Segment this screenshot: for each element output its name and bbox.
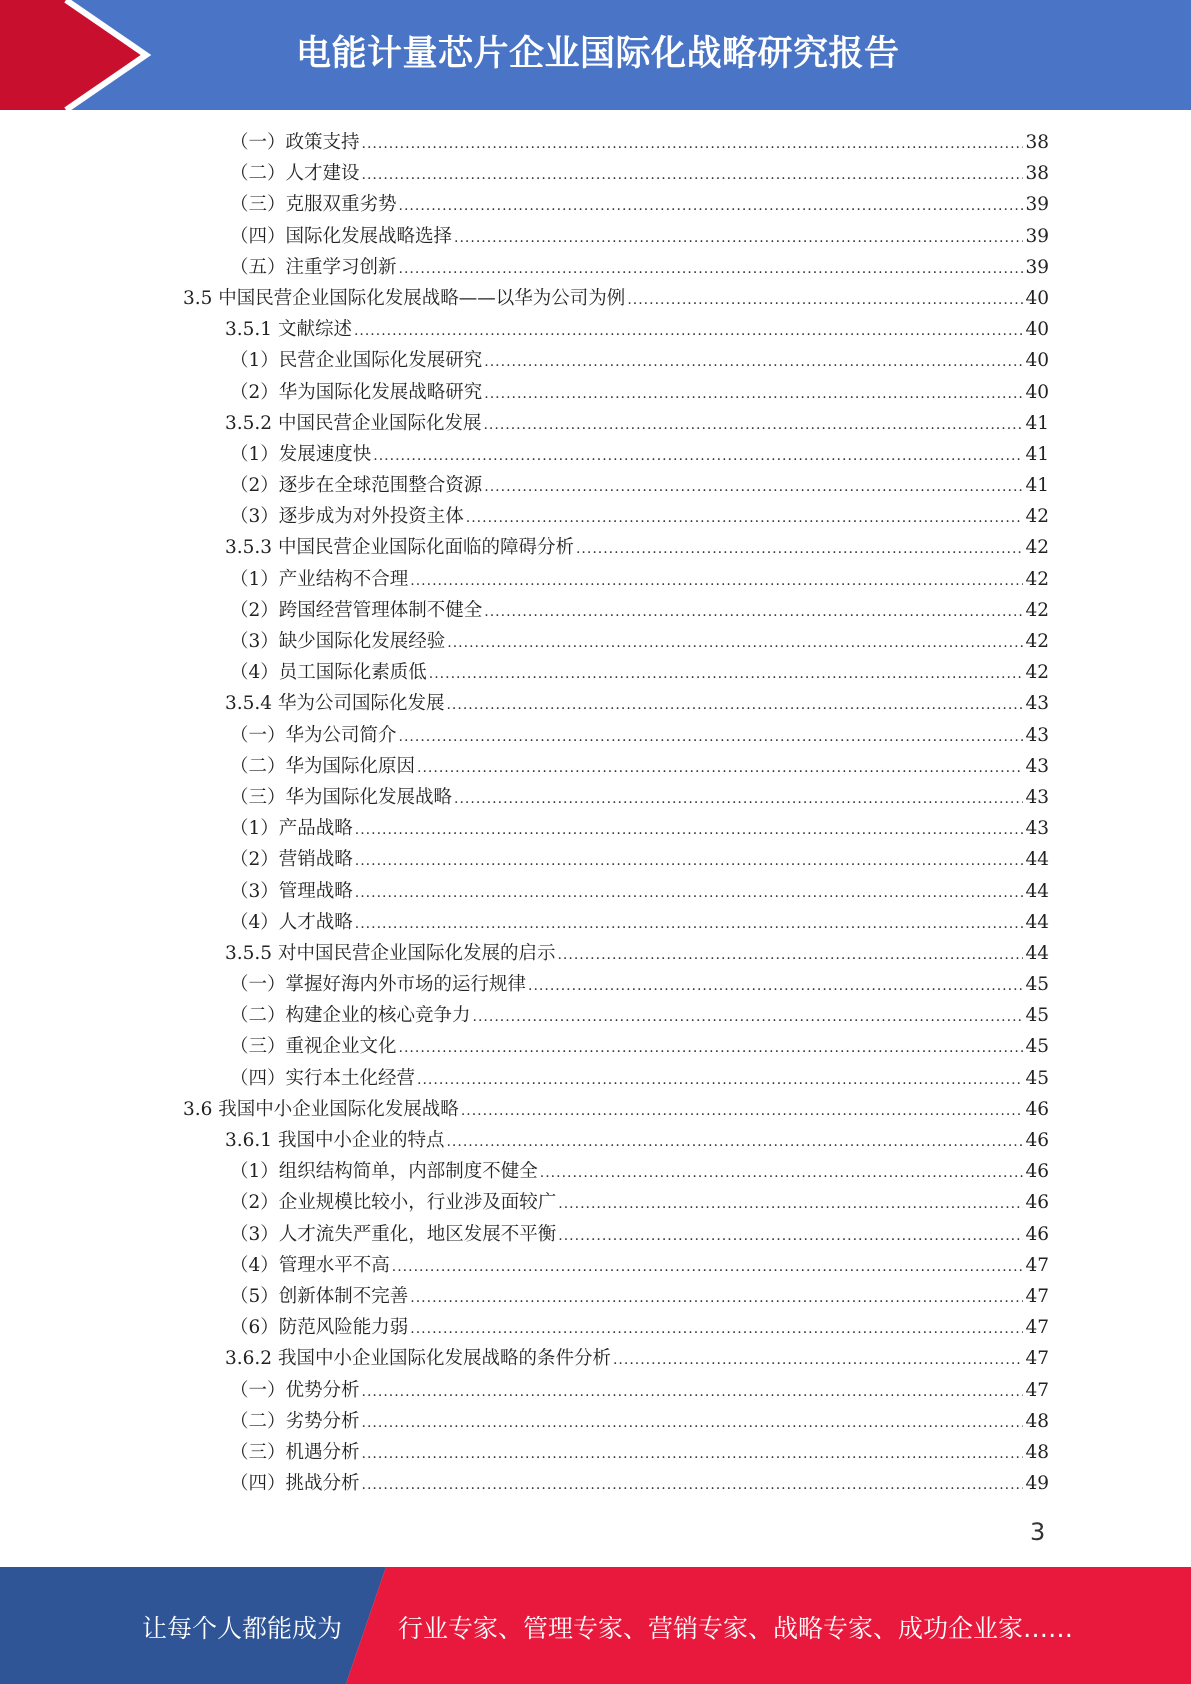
toc-entry[interactable] (225, 1343, 1049, 1374)
toc-entry-page: 43 (1025, 755, 1049, 777)
toc-entry-page: 44 (1025, 849, 1049, 871)
toc-dot-leader (627, 285, 1023, 316)
toc-dot-leader (417, 1065, 1023, 1096)
toc-entry-page: 40 (1025, 350, 1049, 372)
toc-dot-leader (484, 472, 1023, 503)
toc-dot-leader (613, 1345, 1023, 1376)
toc-entry-title: （2）营销战略 (230, 849, 353, 871)
toc-entry-title: （五）注重学习创新 (230, 256, 397, 278)
toc-entry-title: （4）员工国际化素质低 (230, 662, 427, 684)
toc-dot-leader (454, 784, 1023, 815)
toc-entry-title: 3.5.4 华为公司国际化发展 (225, 693, 445, 715)
toc-dot-leader (484, 379, 1023, 410)
toc-entry-title: 3.5.1 文献综述 (225, 319, 352, 341)
toc-entry-title: 3.6.2 我国中小企业国际化发展战略的条件分析 (225, 1348, 611, 1370)
toc-entry-title: （1）民营企业国际化发展研究 (230, 350, 483, 372)
toc-entry-title: （三）机遇分析 (230, 1441, 360, 1463)
toc-entry-page: 46 (1025, 1192, 1049, 1214)
toc-dot-leader (362, 129, 1024, 160)
toc-entry-page: 43 (1025, 786, 1049, 808)
toc-dot-leader (473, 1002, 1024, 1033)
toc-dot-leader (355, 846, 1024, 877)
toc-entry[interactable] (230, 1406, 1049, 1437)
toc-dot-leader (576, 534, 1023, 565)
toc-entry[interactable] (230, 345, 1049, 376)
toc-entry[interactable] (230, 1187, 1049, 1218)
toc-entry-page: 42 (1025, 631, 1049, 652)
toc-entry[interactable] (230, 1031, 1049, 1062)
toc-entry[interactable] (230, 657, 1049, 688)
toc-entry[interactable] (230, 907, 1049, 938)
toc-entry-title: 3.6.1 我国中小企业的特点 (225, 1130, 445, 1151)
toc-entry-title: （四）挑战分析 (230, 1473, 360, 1495)
toc-dot-leader (484, 597, 1023, 628)
toc-entry-title: 3.5 中国民营企业国际化发展战略——以华为公司为例 (183, 287, 626, 309)
toc-entry-title: （1）组织结构简单，内部制度不健全 (230, 1161, 538, 1183)
toc-dot-leader (429, 659, 1024, 690)
toc-entry-page: 45 (1025, 1036, 1049, 1058)
toc-entry[interactable] (183, 1094, 1049, 1125)
toc-dot-leader (392, 1252, 1024, 1283)
red-chevron-icon (0, 0, 160, 110)
toc-entry[interactable] (230, 813, 1049, 844)
toc-entry-title: （二）劣势分析 (230, 1410, 360, 1432)
toc-entry-page: 42 (1025, 662, 1049, 684)
toc-dot-leader (362, 1377, 1024, 1408)
toc-entry[interactable] (230, 1468, 1049, 1499)
toc-dot-leader (373, 441, 1023, 472)
report-title: 电能计量芯片企业国际化战略研究报告 (296, 34, 900, 74)
toc-dot-leader (558, 1189, 1023, 1220)
toc-entry[interactable] (230, 1312, 1049, 1343)
toc-dot-leader (466, 503, 1024, 534)
toc-entry[interactable] (230, 720, 1049, 751)
toc-entry-title: （1）发展速度快 (230, 443, 372, 465)
toc-entry-title: （3）管理战略 (230, 880, 353, 902)
toc-dot-leader (461, 1096, 1024, 1127)
toc-entry-page: 40 (1025, 381, 1049, 403)
toc-entry[interactable] (230, 876, 1049, 907)
toc-entry-page: 42 (1025, 568, 1049, 590)
toc-entry-page: 47 (1025, 1379, 1049, 1401)
toc-dot-leader (362, 1470, 1024, 1501)
toc-dot-leader (557, 940, 1023, 971)
toc-entry[interactable] (230, 189, 1049, 220)
toc-entry-page: 46 (1025, 1223, 1049, 1245)
toc-entry-page: 40 (1025, 319, 1049, 341)
toc-dot-leader (355, 909, 1024, 940)
toc-dot-leader (540, 1158, 1024, 1189)
toc-dot-leader (447, 628, 1023, 659)
toc-entry-title: 3.6 我国中小企业国际化发展战略 (183, 1098, 459, 1120)
toc-dot-leader (354, 316, 1024, 347)
toc-entry-page: 49 (1025, 1473, 1049, 1495)
toc-entry-page: 39 (1025, 256, 1049, 278)
toc-entry-title: （三）重视企业文化 (230, 1036, 397, 1058)
toc-entry-title: （4）管理水平不高 (230, 1254, 390, 1276)
toc-entry[interactable] (225, 408, 1049, 439)
toc-entry[interactable] (230, 221, 1049, 252)
toc-entry-title: （三）克服双重劣势 (230, 194, 397, 216)
toc-entry-page: 47 (1025, 1348, 1049, 1370)
toc-entry-title: （一）掌握好海内外市场的运行规律 (230, 974, 527, 996)
toc-entry-page: 44 (1025, 880, 1049, 902)
toc-entry-page: 38 (1025, 132, 1049, 153)
toc-entry-page: 43 (1025, 818, 1049, 840)
toc-entry-page: 44 (1025, 942, 1049, 964)
toc-entry-title: （2）企业规模比较小，行业涉及面较广 (230, 1192, 557, 1214)
toc-entry-title: （5）创新体制不完善 (230, 1285, 409, 1307)
toc-entry-page: 46 (1025, 1098, 1049, 1120)
toc-entry-page: 40 (1025, 287, 1049, 309)
toc-dot-leader (446, 1127, 1023, 1158)
toc-dot-leader (558, 1221, 1023, 1252)
toc-entry[interactable] (225, 688, 1049, 719)
toc-dot-leader (362, 1408, 1024, 1439)
report-footer (0, 1567, 1191, 1684)
toc-dot-leader (410, 1314, 1023, 1345)
toc-entry[interactable] (230, 844, 1049, 875)
toc-entry-title: （二）人才建设 (230, 163, 360, 185)
toc-entry-page: 47 (1025, 1317, 1049, 1339)
toc-dot-leader (483, 410, 1023, 441)
toc-entry-title: （二）华为国际化原因 (230, 755, 416, 777)
toc-entry-page: 39 (1025, 225, 1049, 247)
toc-dot-leader (355, 815, 1024, 846)
table-of-contents (0, 127, 1191, 1499)
toc-entry-page: 47 (1025, 1254, 1049, 1276)
report-header (0, 0, 1191, 110)
toc-entry-page: 43 (1025, 724, 1049, 746)
toc-entry-title: （2）跨国经营管理体制不健全 (230, 599, 483, 621)
toc-entry[interactable] (230, 127, 1049, 158)
toc-entry[interactable] (183, 283, 1049, 314)
toc-entry-title: （四）国际化发展战略选择 (230, 225, 453, 247)
toc-entry-page: 42 (1025, 537, 1049, 559)
toc-entry-title: （四）实行本土化经营 (230, 1067, 416, 1089)
toc-entry-page: 48 (1025, 1441, 1049, 1463)
toc-dot-leader (399, 254, 1024, 285)
toc-entry-title: （2）华为国际化发展战略研究 (230, 381, 483, 403)
toc-entry-title: 3.5.2 中国民营企业国际化发展 (225, 412, 482, 434)
toc-dot-leader (528, 971, 1023, 1002)
toc-entry-page: 38 (1025, 163, 1049, 185)
toc-entry-page: 42 (1025, 506, 1049, 528)
toc-entry[interactable] (230, 252, 1049, 283)
toc-entry-page: 39 (1025, 194, 1049, 216)
toc-dot-leader (362, 160, 1024, 191)
toc-entry-title: （一）政策支持 (230, 132, 360, 153)
toc-entry-title: （1）产业结构不合理 (230, 568, 409, 590)
toc-entry[interactable] (230, 969, 1049, 1000)
toc-entry-title: （3）人才流失严重化，地区发展不平衡 (230, 1223, 557, 1245)
toc-entry-title: （1）产品战略 (230, 818, 353, 840)
toc-entry-page: 41 (1025, 412, 1049, 434)
toc-dot-leader (454, 223, 1023, 254)
toc-entry-title: 3.5.3 中国民营企业国际化面临的障碍分析 (225, 537, 574, 559)
toc-dot-leader (355, 878, 1024, 909)
footer-slogan-right: 行业专家、管理专家、营销专家、战略专家、成功企业家…… (398, 1614, 1074, 1643)
toc-entry[interactable] (230, 1000, 1049, 1031)
toc-entry[interactable] (225, 1125, 1049, 1156)
toc-entry-page: 45 (1025, 1067, 1049, 1089)
toc-entry[interactable] (230, 1219, 1049, 1250)
toc-entry-page: 48 (1025, 1410, 1049, 1432)
toc-entry-title: （6）防范风险能力弱 (230, 1317, 409, 1339)
toc-dot-leader (399, 191, 1024, 222)
toc-entry[interactable] (230, 1437, 1049, 1468)
toc-entry[interactable] (230, 782, 1049, 813)
toc-entry-page: 46 (1025, 1161, 1049, 1183)
toc-entry-page: 41 (1025, 443, 1049, 465)
toc-entry[interactable] (230, 626, 1049, 657)
toc-entry[interactable] (225, 532, 1049, 563)
toc-entry-page: 45 (1025, 1005, 1049, 1027)
toc-entry-page: 45 (1025, 974, 1049, 996)
toc-entry-title: （一）优势分析 (230, 1379, 360, 1401)
toc-entry[interactable] (230, 1281, 1049, 1312)
toc-entry[interactable] (230, 751, 1049, 782)
toc-entry[interactable] (230, 564, 1049, 595)
toc-entry[interactable] (230, 501, 1049, 532)
toc-entry-page: 44 (1025, 911, 1049, 933)
page-number: 3 (1030, 1518, 1046, 1546)
toc-entry[interactable] (225, 314, 1049, 345)
toc-entry[interactable] (230, 1250, 1049, 1281)
toc-dot-leader (410, 566, 1023, 597)
toc-dot-leader (410, 1283, 1023, 1314)
toc-entry-title: （二）构建企业的核心竞争力 (230, 1005, 471, 1027)
toc-entry[interactable] (230, 1156, 1049, 1187)
toc-entry[interactable] (230, 595, 1049, 626)
toc-dot-leader (484, 347, 1023, 378)
toc-entry[interactable] (230, 439, 1049, 470)
toc-entry-page: 41 (1025, 475, 1049, 497)
toc-entry[interactable] (230, 470, 1049, 501)
toc-entry[interactable] (230, 1063, 1049, 1094)
toc-entry-title: 3.5.5 对中国民营企业国际化发展的启示 (225, 942, 556, 964)
toc-entry-page: 42 (1025, 599, 1049, 621)
toc-entry-title: （3）缺少国际化发展经验 (230, 631, 446, 652)
toc-entry[interactable] (230, 377, 1049, 408)
toc-entry-page: 47 (1025, 1285, 1049, 1307)
toc-entry[interactable] (230, 1375, 1049, 1406)
footer-slogan-left: 让每个人都能成为 (142, 1614, 343, 1643)
toc-entry-title: （4）人才战略 (230, 911, 353, 933)
toc-entry[interactable] (225, 938, 1049, 969)
toc-entry-title: （2）逐步在全球范围整合资源 (230, 475, 483, 497)
toc-dot-leader (446, 690, 1023, 721)
toc-entry-title: （三）华为国际化发展战略 (230, 786, 453, 808)
toc-dot-leader (417, 753, 1023, 784)
toc-dot-leader (399, 722, 1024, 753)
toc-entry-page: 43 (1025, 693, 1049, 715)
toc-dot-leader (399, 1033, 1024, 1064)
toc-dot-leader (362, 1439, 1024, 1470)
toc-entry-page: 46 (1025, 1130, 1049, 1151)
toc-entry-title: （一）华为公司简介 (230, 724, 397, 746)
toc-entry[interactable] (230, 158, 1049, 189)
toc-entry-title: （3）逐步成为对外投资主体 (230, 506, 464, 528)
